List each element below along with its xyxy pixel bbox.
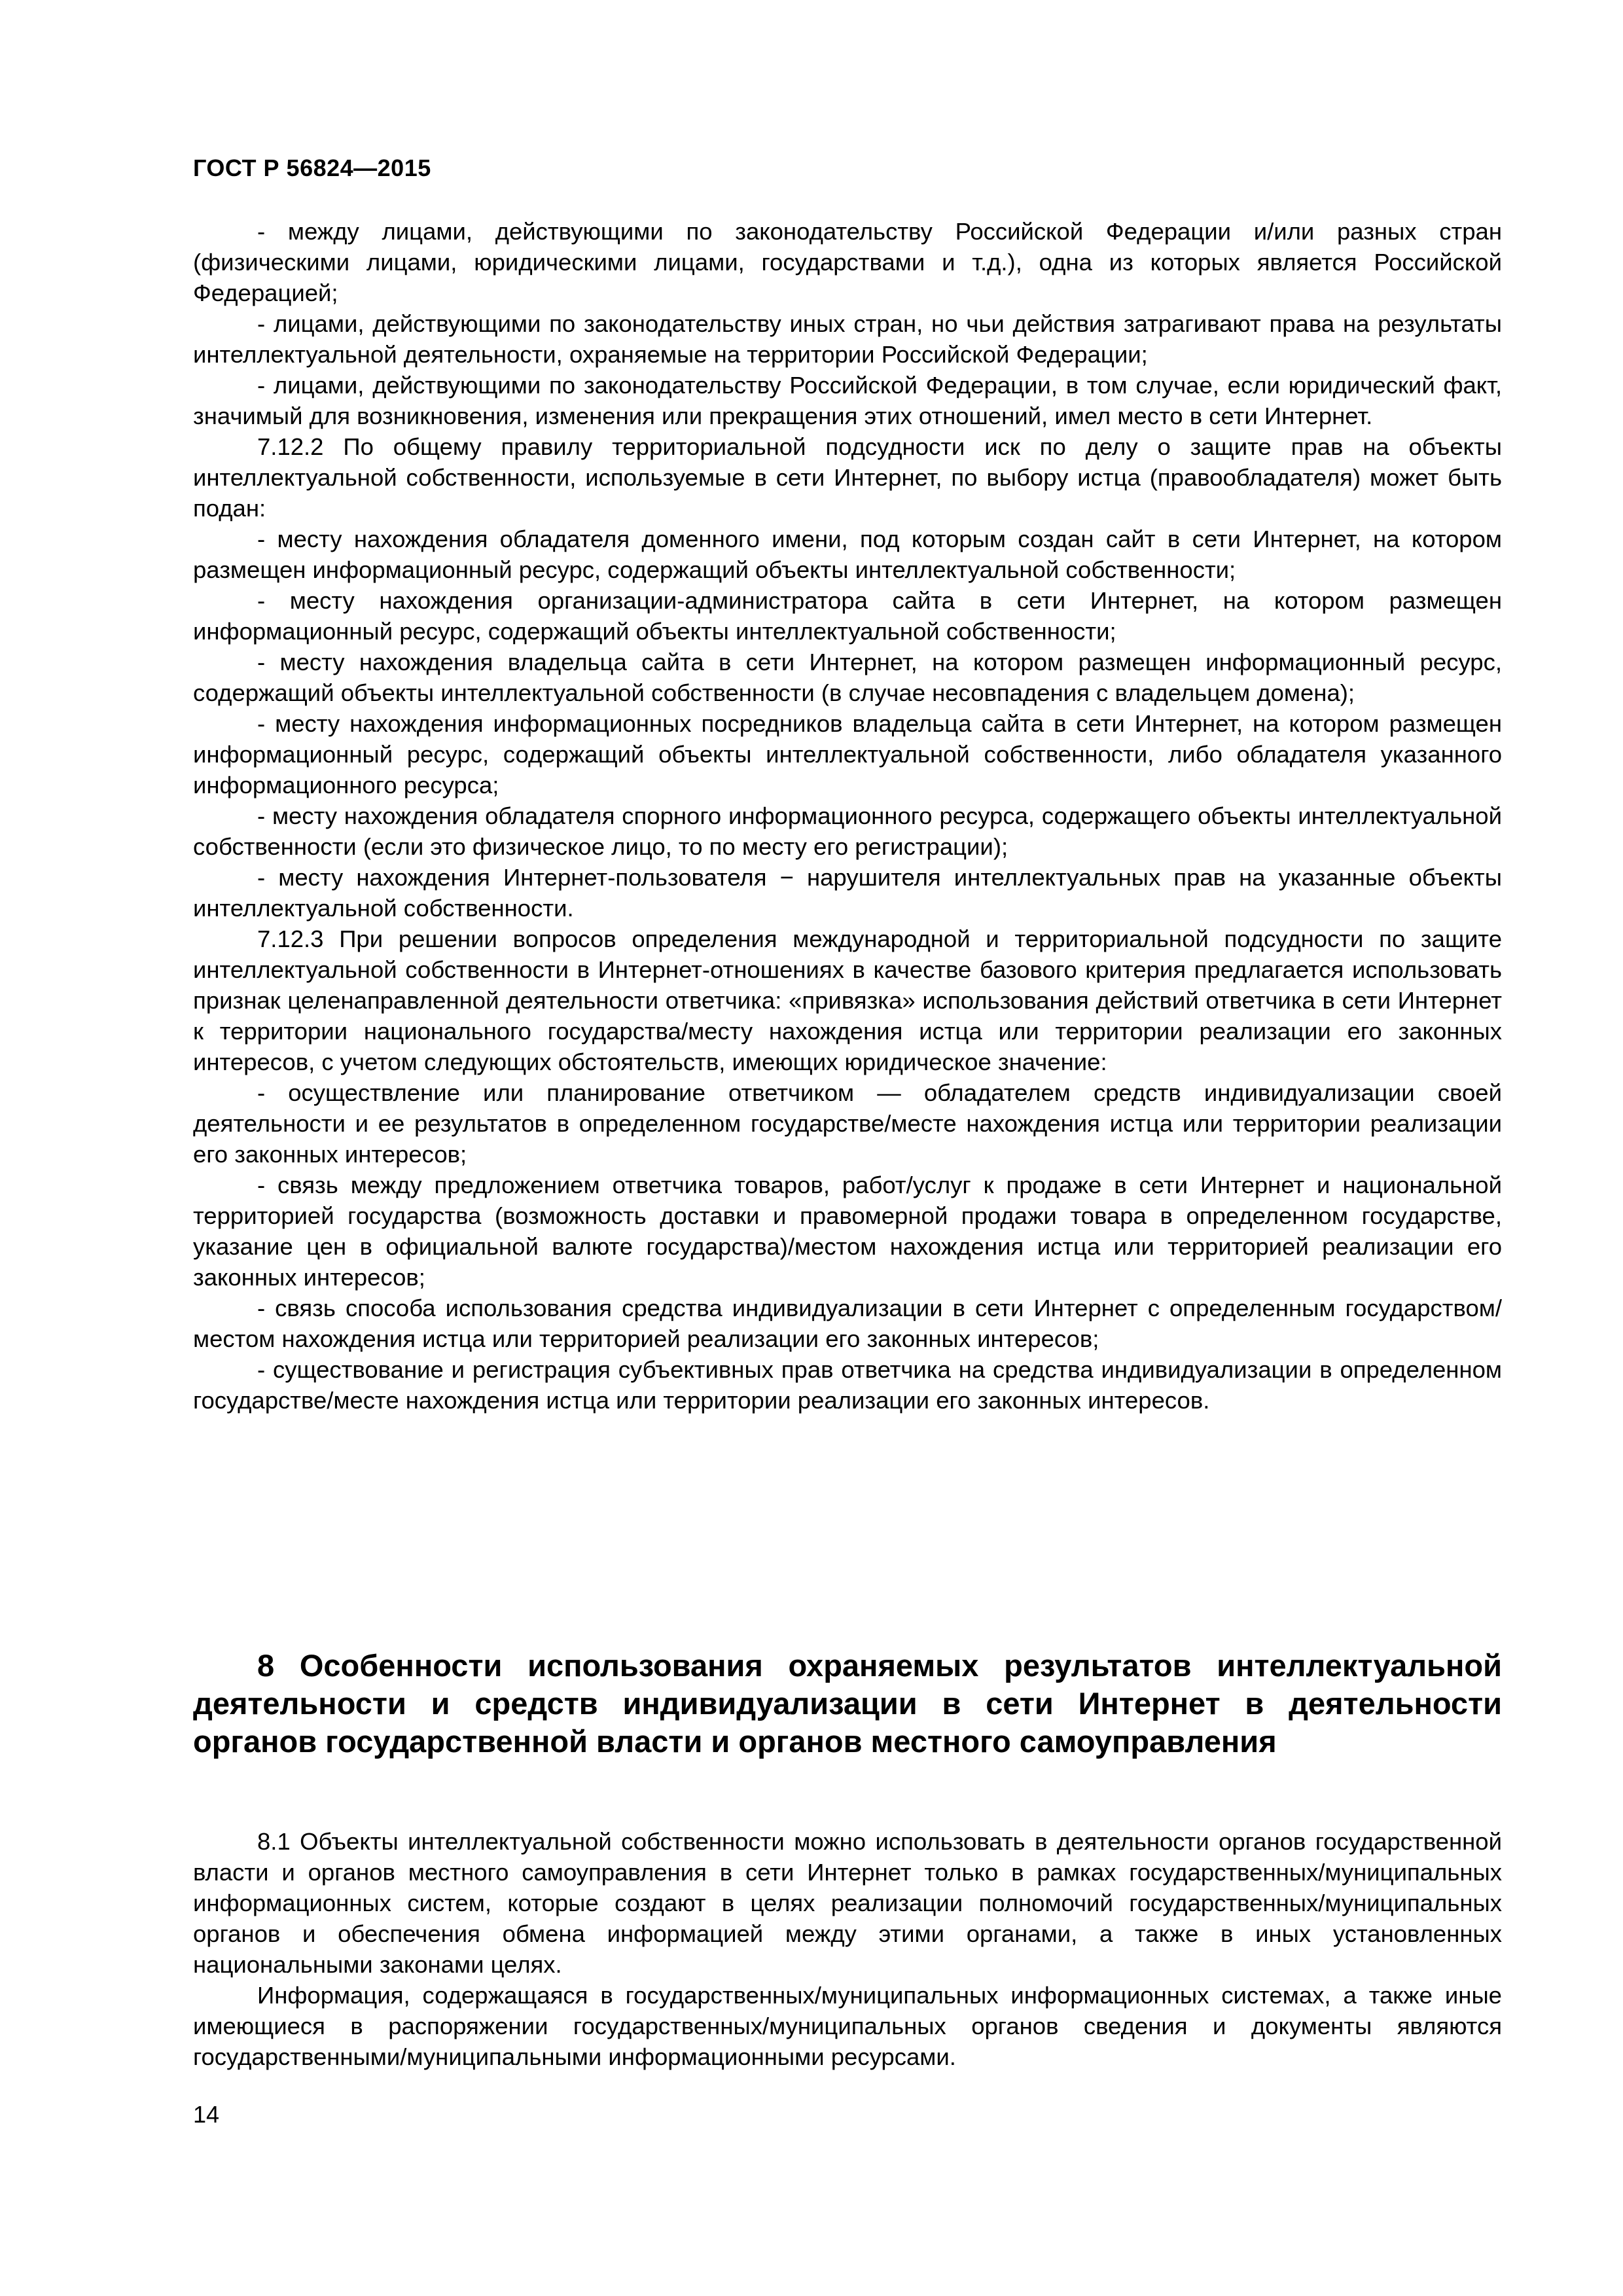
page-number: 14 [193,2101,220,2128]
paragraph: 7.12.3 При решении вопросов определения международной и территориальной подсудности по защите интеллектуальной собственности в Интернет-отношениях в качестве базового критерия предлагается использовать признак целенаправленной деятельности ответчика: «привязка» использования действий ответчика в сети Интернет к территории национального государства/месту нахождения истца или территории реализации его законных интересов, с учетом следующих обстоятельств, имеющих юридическое значение: [193,925,1502,1075]
section-heading: 8 Особенности использования охраняемых результатов интеллектуальной деятельности и средств индивидуализации в сети Интернет в деятельности органов государственной власти и органов местного самоуправления [193,1648,1502,1759]
paragraph: - связь способа использования средства индивидуализации в сети Интернет с определенным государством/местом нахождения истца или территорией реализации его законных интересов; [193,1295,1502,1352]
clause-7-12-text [193,216,1502,1416]
paragraph: - осуществление или планирование ответчиком — обладателем средств индивидуализации своей деятельности и ее результатов в определенном государстве/месте нахождения истца или территории реализации его законных интересов; [193,1079,1502,1168]
paragraph: - месту нахождения обладателя спорного информационного ресурса, содержащего объекты интеллектуальной собственности (если это физическое лицо, то по месту его регистрации); [193,802,1502,860]
section-8-text [193,1826,1502,2072]
paragraph: - связь между предложением ответчика товаров, работ/услуг к продаже в сети Интернет и национальной территорией государства (возможность доставки и правомерной продажи товара в определенном государстве, указание цен в официальной валюте государства)/местом нахождения истца или территорией реализации его законных интересов; [193,1172,1502,1291]
paragraph: - существование и регистрация субъективных прав ответчика на средства индивидуализации в определенном государстве/месте нахождения истца или территории реализации его законных интересов. [193,1356,1502,1414]
paragraph: - лицами, действующими по законодательству Российской Федерации, в том случае, если юридический факт, значимый для возникновения, изменения или прекращения этих отношений, имел место в сети Интернет. [193,372,1502,429]
paragraph: - лицами, действующими по законодательству иных стран, но чьи действия затрагивают права на результаты интеллектуальной деятельности, охраняемые на территории Российской Федерации; [193,310,1502,368]
paragraph: - месту нахождения организации-администратора сайта в сети Интернет, на котором размещен информационный ресурс, содержащий объекты интеллектуальной собственности; [193,587,1502,645]
section-8-heading-block [193,1647,1502,1761]
paragraph: - месту нахождения владельца сайта в сети Интернет, на котором размещен информационный ресурс, содержащий объекты интеллектуальной собственности (в случае несовпадения с владельцем домена); [193,649,1502,706]
paragraph: Информация, содержащаяся в государственных/муниципальных информационных системах, а также иные имеющиеся в распоряжении государственных/муниципальных органов сведения и документы являются государственными/муниципальными информационными ресурсами. [193,1982,1502,2070]
document-standard-title: ГОСТ Р 56824—2015 [193,154,431,181]
paragraph: - месту нахождения информационных посредников владельца сайта в сети Интернет, на котором размещен информационный ресурс, содержащий объекты интеллектуальной собственности, либо обладателя указанного информационного ресурса; [193,710,1502,798]
paragraph: 8.1 Объекты интеллектуальной собственности можно использовать в деятельности органов государственной власти и органов местного самоуправления в сети Интернет только в рамках государственных/муниципальных информационных систем, которые создают в целях реализации полномочий государственных/муниципальных органов и обеспечения обмена информацией между этими органами, а также в иных установленных национальными законами целях. [193,1828,1502,1978]
paragraph: 7.12.2 По общему правилу территориальной подсудности иск по делу о защите прав на объекты интеллектуальной собственности, используемые в сети Интернет, по выбору истца (правообладателя) может быть подан: [193,433,1502,522]
paragraph: - месту нахождения обладателя доменного имени, под которым создан сайт в сети Интернет, на котором размещен информационный ресурс, содержащий объекты интеллектуальной собственности; [193,526,1502,583]
paragraph: - между лицами, действующими по законодательству Российской Федерации и/или разных стран (физическими лицами, юридическими лицами, государствами и т.д.), одна из которых является Российской Федерацией; [193,218,1502,306]
paragraph: - месту нахождения Интернет-пользователя − нарушителя интеллектуальных прав на указанные объекты интеллектуальной собственности. [193,864,1502,922]
